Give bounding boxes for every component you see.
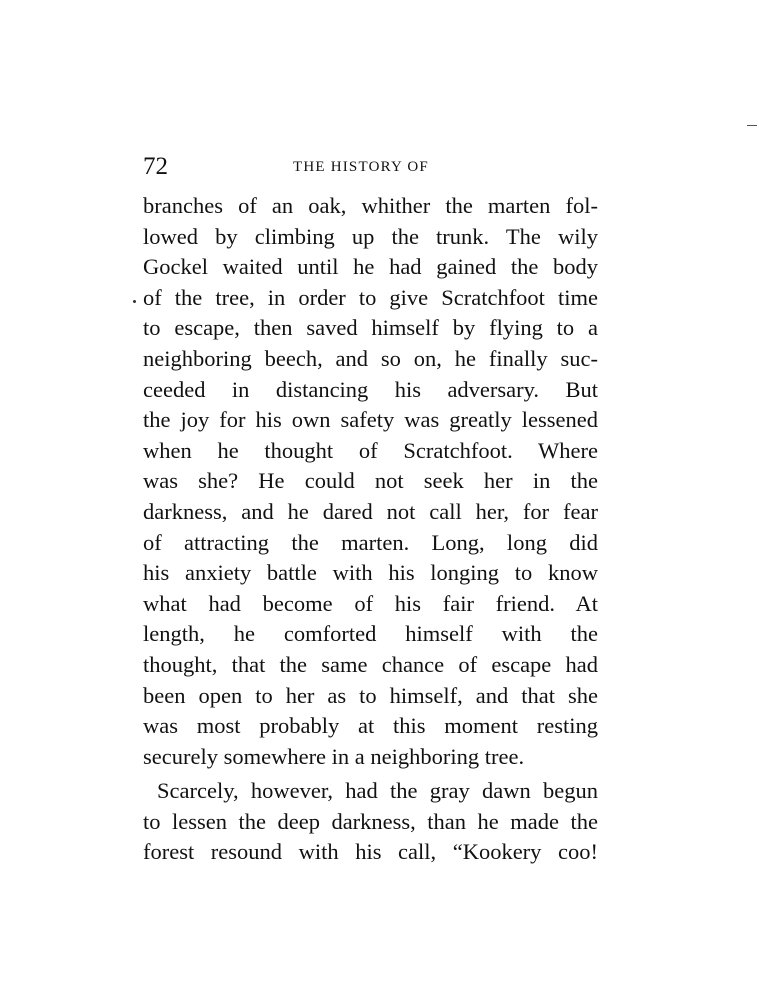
text-line: length, he comforted himself with the [143,621,598,647]
paragraph [143,191,598,772]
text-line: been open to her as to himself, and that she [143,682,598,708]
page-header [143,152,598,182]
text-line: was most probably at this moment resting [143,713,598,739]
running-head: THE HISTORY OF [293,159,429,175]
text-line: ceeded in distancing his adversary. But [143,376,598,402]
margin-mark [747,125,757,126]
text-line: Gockel waited until he had gained the body [143,254,598,280]
text-line: securely somewhere in a neighboring tree. [143,743,525,769]
text-line: was she? He could not seek her in the [143,468,598,494]
text-line: neighboring beech, and so on, he finally suc- [143,345,598,371]
text-line: the joy for his own safety was greatly lessened [143,407,598,433]
text-line: of the tree, in order to give Scratchfoot time [143,284,598,310]
text-line: his anxiety battle with his longing to know [143,560,598,586]
text-line: Scarcely, however, had the gray dawn begun [157,778,598,804]
text-line: when he thought of Scratchfoot. Where [143,437,598,463]
text-line: of attracting the marten. Long, long did [143,529,598,555]
text-line: what had become of his fair friend. At [143,590,598,616]
page-number: 72 [143,153,168,180]
text-line: forest resound with his call, “Kookery coo! [143,839,598,865]
text-line: to lessen the deep darkness, than he made the [143,808,598,834]
paragraph [143,776,598,868]
text-line: branches of an oak, whither the marten fol- [143,193,598,218]
text-line: lowed by climbing up the trunk. The wily [143,223,598,249]
body-text [143,191,598,868]
text-line: to escape, then saved himself by flying to a [143,315,598,341]
text-line: darkness, and he dared not call her, for fear [143,498,598,524]
margin-dot [133,300,136,303]
text-line: thought, that the same chance of escape had [143,651,598,677]
